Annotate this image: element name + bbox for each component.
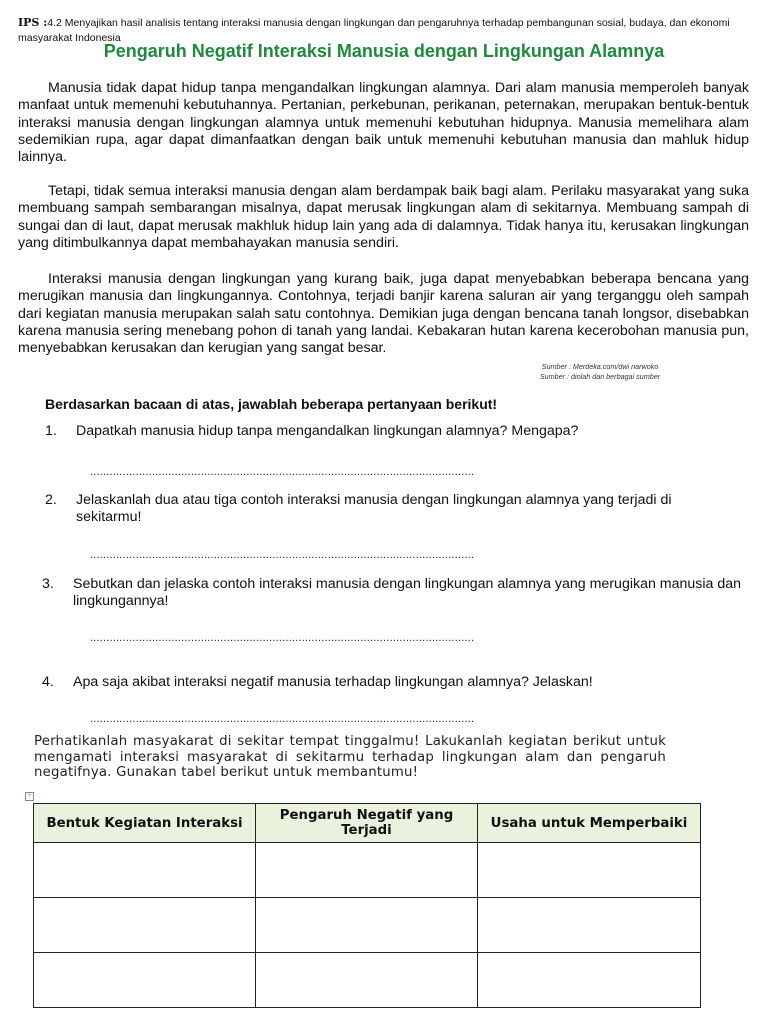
activity-table (33, 803, 701, 1008)
column-header-impact: Pengaruh Negatif yang Terjadi (256, 804, 478, 843)
source-credit-2: Sumber : diolah dari berbagai sumber (539, 372, 661, 381)
table-cell[interactable] (478, 898, 701, 953)
table-cell[interactable] (256, 843, 478, 898)
question-text: Apa saja akibat interaksi negatif manusia terhadap lingkungan alamnya? Jelaskan! (73, 674, 593, 690)
table-row (34, 898, 701, 953)
question-text: Sebutkan dan jelaska contoh interaksi manusia dengan lingkungan alamnya yang merugikan manusia dan lingkungannya! (73, 576, 742, 610)
paragraph-1: Manusia tidak dapat hidup tanpa mengandalkan lingkungan alamnya. Dari alam manusia memperoleh banyak manfaat untuk memenuhi kebutuhannya. Pertanian, perkebunan, perikanan, peternakan, merupakan bentuk-bentuk interaksi manusia dengan lingkungan alamnya untuk memenuhi kebutuhan hidupnya. Manusia memelihara alam sedemikian rupa, agar dapat dimanfaatkan dengan baik untuk memenuhi kebutuhan manusia dan mahluk hidup lainnya. (18, 80, 749, 166)
answer-line-1[interactable]: ...................................................................................................................... (90, 466, 475, 478)
source-credit-1: Sumber : Merdeka.com/dwi narwoko (541, 362, 659, 371)
page-title: Pengaruh Negatif Interaksi Manusia dengan Lingkungan Alamnya (103, 41, 665, 61)
table-row (34, 953, 701, 1008)
question-number: 3. (42, 576, 54, 592)
questions-header: Berdasarkan bacaan di atas, jawablah beberapa pertanyaan berikut! (45, 396, 498, 412)
table-cell[interactable] (256, 898, 478, 953)
answer-line-2[interactable]: ...................................................................................................................... (90, 549, 475, 561)
table-cell[interactable] (34, 843, 256, 898)
question-text: Jelaskanlah dua atau tiga contoh interaksi manusia dengan lingkungan alamnya yang terjadi di sekitarmu! (76, 492, 672, 526)
column-header-effort: Usaha untuk Memperbaiki (478, 804, 701, 843)
subject-code: IPS : (18, 16, 48, 29)
table-move-handle-icon[interactable]: + (25, 792, 34, 801)
column-header-activity: Bentuk Kegiatan Interaksi (34, 804, 256, 843)
table-cell[interactable] (256, 953, 478, 1008)
table-header-row (34, 804, 701, 843)
table-cell[interactable] (34, 898, 256, 953)
paragraph-2: Tetapi, tidak semua interaksi manusia dengan alam berdampak baik bagi alam. Perilaku masyarakat yang suka membuang sampah sembarangan misalnya, dapat merusak lingkungan alam di sekitarnya. Membuang sampah di sungai dan di laut, dapat merusak makhluk hidup lain yang ada di dalamnya. Tidak hanya itu, kerusakan lingkungan yang ditimbulkannya dapat membahayakan manusia sendiri. (18, 183, 749, 251)
answer-line-3[interactable]: ...................................................................................................................... (90, 632, 475, 644)
competency-text: 4.2 Menyajikan hasil analisis tentang interaksi manusia dengan lingkungan dan pengaruhnya terhadap pembangunan sosial, budaya, dan ekonomi masyarakat Indonesia (18, 17, 730, 44)
activity-instruction: Perhatikanlah masyakarat di sekitar tempat tinggalmu! Lakukanlah kegiatan berikut untuk mengamati interaksi masyarakat di sekitarmu terhadap lingkungan alam dan pengaruh negatifnya. Gunakan tabel berikut untuk membantumu! (34, 734, 666, 780)
question-number: 2. (45, 492, 57, 508)
question-number: 4. (42, 674, 54, 690)
answer-line-4[interactable]: ...................................................................................................................... (90, 713, 475, 725)
table-cell[interactable] (478, 843, 701, 898)
paragraph-3: Interaksi manusia dengan lingkungan yang kurang baik, juga dapat menyebabkan beberapa bencana yang merugikan manusia dan lingkungannya. Contohnya, terjadi banjir karena saluran air yang terganggu oleh sampah dari kegiatan manusia merupakan salah satu contohnya. Demikian juga dengan bencana tanah longsor, disebabkan karena manusia sering menebang pohon di tanah yang landai. Kebakaran hutan karena kecerobohan manusia pun, menyebabkan kerusakan dan kerugian yang sangat besar. (18, 271, 749, 357)
table-cell[interactable] (478, 953, 701, 1008)
question-number: 1. (45, 423, 57, 439)
question-text: Dapatkah manusia hidup tanpa mengandalkan lingkungan alamnya? Mengapa? (76, 423, 579, 439)
table-cell[interactable] (34, 953, 256, 1008)
table-row (34, 843, 701, 898)
